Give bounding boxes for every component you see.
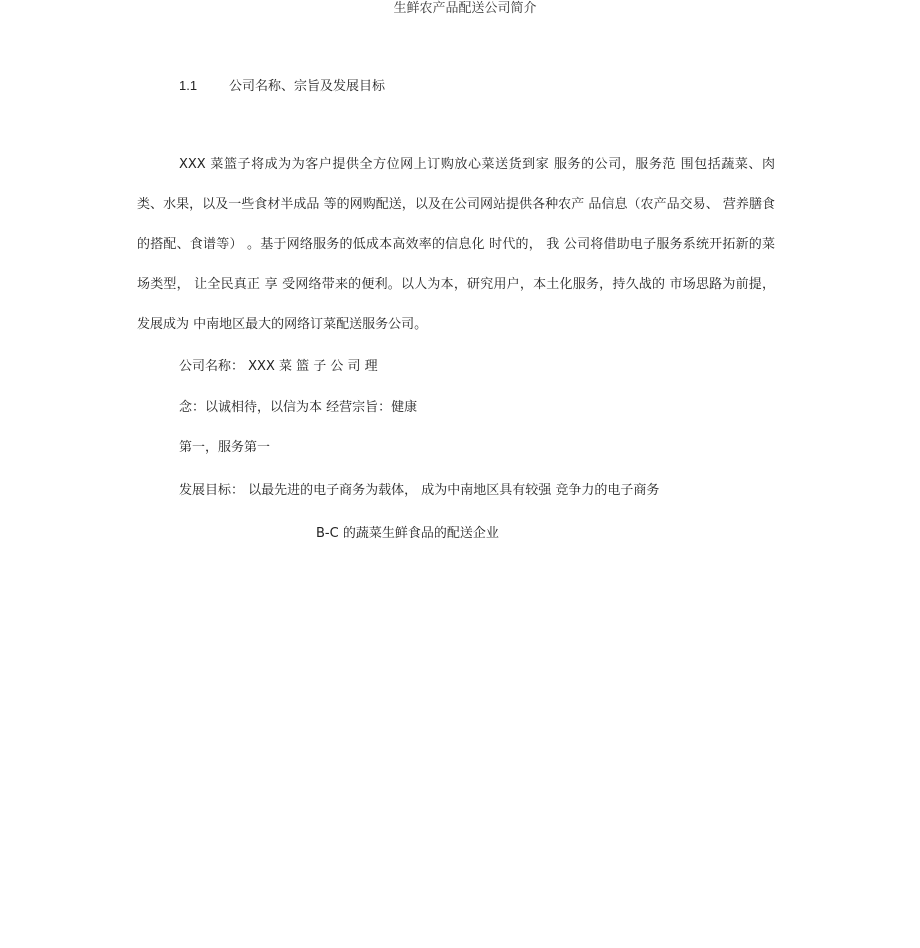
goal-line: 发展目标： 以最先进的电子商务为载体， 成为中南地区具有较强 竞争力的电子商务 — [179, 483, 660, 498]
service-line: 第一，服务第一 — [179, 440, 271, 455]
goal-line-continuation: B-C 的蔬菜生鲜食品的配送企业 — [316, 526, 499, 541]
page-header-title: 生鲜农产品配送公司简介 — [393, 1, 537, 16]
intro-paragraph: XXX 菜篮子将成为为客户提供全方位网上订购放心菜送货到家 服务的公司，服务范 围包括蔬菜、肉类、水果，以及一些食材半成品 等的网购配送，以及在公司网站提供各种农产 品信息（农产品交易、 营养膳食的搭配、食谱等） 。基于网络服务的低成本高效率的信息化 时代的， 我 公司将借助电子服务系统开拓新的菜场类型， 让全民真正 享 受网络带来的便利。以人为本，研究用户，本土化服务，持久战的 市场思路为前提，发展成为 中南地区最大的网络订菜配送服务公司。 — [137, 157, 775, 332]
section-number: 1.1 — [179, 78, 198, 93]
section-heading — [179, 77, 385, 96]
motto-line: 念：以诚相待，以信为本 经营宗旨：健康 — [179, 400, 418, 415]
company-name-line: 公司名称： XXX 菜 篮 子 公 司 理 — [179, 359, 378, 374]
section-title: 公司名称、宗旨及发展目标 — [229, 79, 386, 94]
